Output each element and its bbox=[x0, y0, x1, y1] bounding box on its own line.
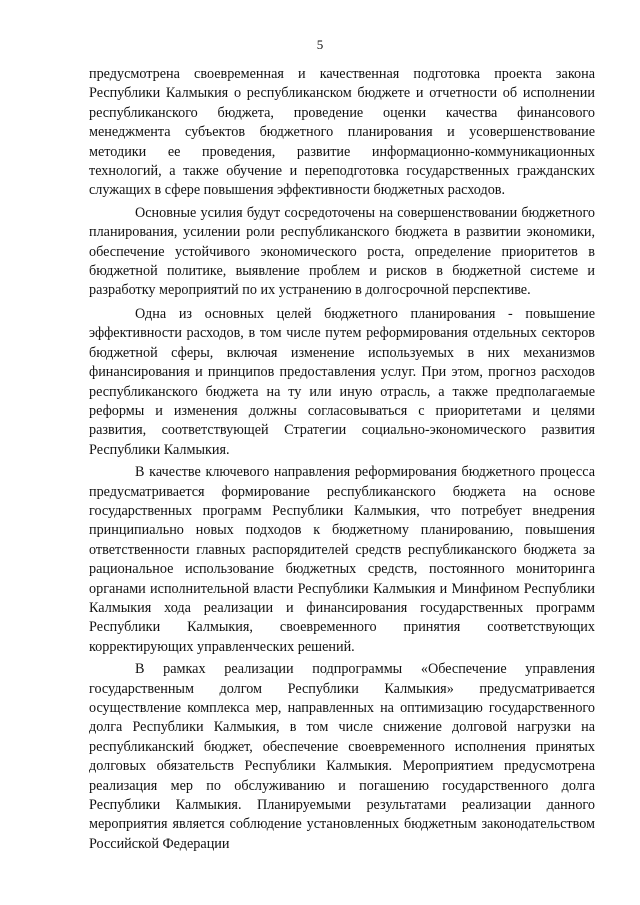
paragraph-2: Основные усилия будут сосредоточены на совершенствовании бюджетного планирования, усилении роли республиканского бюджета в развитии экономики, обеспечение устойчивого экономического роста, определение приоритетов в бюджетной политике, выявление проблем и рисков в бюджетной системе и разработку мероприятий по их устранению в долгосрочной перспективе. bbox=[89, 204, 595, 299]
paragraph-4: В качестве ключевого направления реформирования бюджетного процесса предусматривается формирование республиканского бюджета на основе государственных программ Республики Калмыкия, что потребует внедрения принципиально новых подходов к бюджетному планированию, повышения ответственности главных распорядителей средств республиканского бюджета за рациональное использование бюджетных средств, постоянного мониторинга органами исполнительной власти Республики Калмыкия и Минфином Республики Калмыкия хода реализации и финансирования государственных программ Республики Калмыкия, своевременного принятия соответствующих корректирующих управленческих решений. bbox=[89, 464, 595, 655]
paragraph-3: Одна из основных целей бюджетного планирования - повышение эффективности расходов, в том числе путем реформирования отдельных секторов бюджетной сферы, включая изменение используемых в них механизмов финансирования и принципов предоставления услуг. При этом, прогноз расходов республиканского бюджета на ту или иную отрасль, а также предполагаемые реформы и изменения должны согласовываться с приоритетами и целями развития, соответствующей Стратегии социально-экономического развития Республики Калмыкия. bbox=[89, 305, 595, 458]
paragraph-1: предусмотрена своевременная и качественная подготовка проекта закона Республики Калмыкия о республиканском бюджете и отчетности об исполнении республиканского бюджета, проведение оценки качества финансового менеджмента субъектов бюджетного планирования и усовершенствование методики ее проведения, развитие информационно-коммуникационных технологий, а также обучение и переподготовка государственных гражданских служащих в сфере повышения эффективности бюджетных расходов. bbox=[89, 66, 595, 199]
document-body bbox=[89, 65, 595, 854]
page-number: 5 bbox=[316, 37, 324, 52]
paragraph-5: В рамках реализации подпрограммы «Обеспечение управления государственным долгом Республики Калмыкия» предусматривается осуществление комплекса мер, направленных на оптимизацию государственного долга Республики Калмыкия, в том числе снижение долговой нагрузки на республиканский бюджет, обеспечение своевременного исполнения принятых долговых обязательств Республики Калмыкия. Мероприятием предусмотрена реализация мер по обслуживанию и погашению государственного долга Республики Калмыкия. Планируемыми результатами реализации данного мероприятия является соблюдение установленных бюджетным законодательством Российской Федерации bbox=[89, 661, 595, 852]
